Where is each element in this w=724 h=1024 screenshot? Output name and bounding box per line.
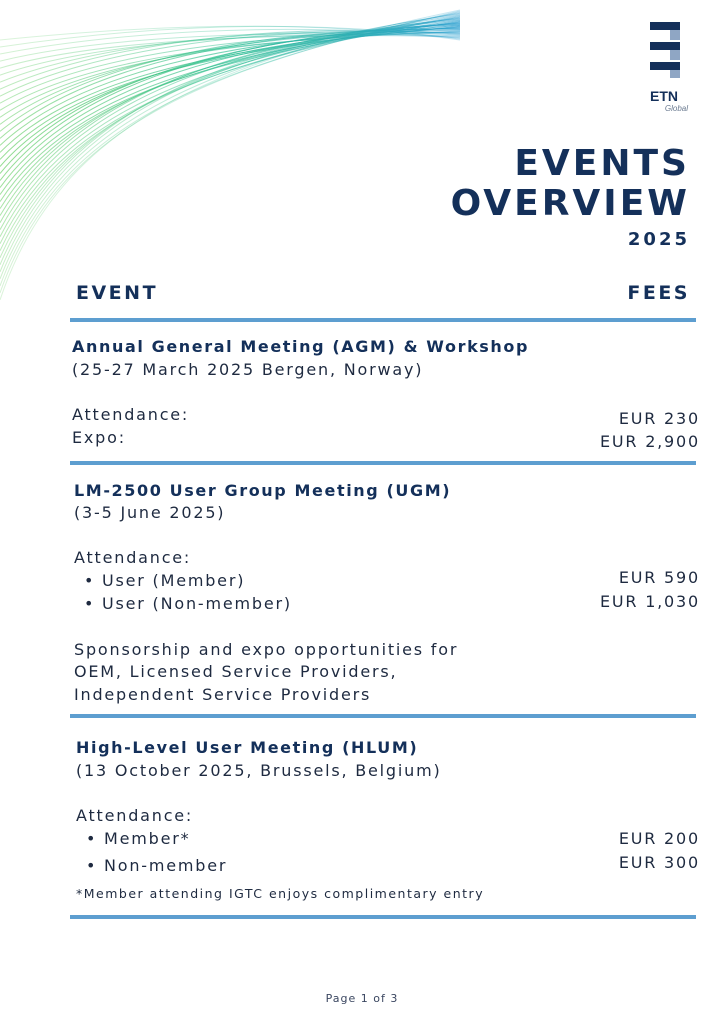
footnote: *Member attending IGTC enjoys complimentary entry xyxy=(76,886,485,901)
note-line: OEM, Licensed Service Providers, xyxy=(74,662,398,681)
row-label: Expo: xyxy=(72,428,126,447)
fee-value: EUR 1,030 xyxy=(599,592,700,611)
wave-line xyxy=(0,19,460,223)
logo-text: ETN xyxy=(650,88,678,104)
event-name: High-Level User Meeting (HLUM) xyxy=(76,738,419,757)
etn-logo xyxy=(640,20,688,116)
wave-line xyxy=(0,18,460,230)
note-line: Sponsorship and expo opportunities for xyxy=(74,640,459,659)
column-header-event: EVENT xyxy=(76,282,159,304)
title-line-2: OVERVIEW xyxy=(450,183,690,224)
fee-value: EUR 2,900 xyxy=(599,432,700,451)
page-title xyxy=(451,144,690,252)
divider xyxy=(70,318,696,322)
wave-line xyxy=(0,13,460,272)
list-item: • User (Non-member) xyxy=(84,594,292,613)
attendance-label: Attendance: xyxy=(74,548,192,567)
column-header-fees: FEES xyxy=(627,282,690,304)
list-item: • Non-member xyxy=(86,856,227,875)
wave-line xyxy=(0,20,460,216)
fee-value: EUR 230 xyxy=(618,409,700,428)
title-year: 2025 xyxy=(627,229,690,250)
note-line: Independent Service Providers xyxy=(74,685,372,704)
event-name: Annual General Meeting (AGM) & Workshop xyxy=(72,337,530,356)
wave-line xyxy=(0,14,460,265)
divider xyxy=(70,714,696,718)
list-item: • Member* xyxy=(86,829,190,848)
attendance-label: Attendance: xyxy=(76,806,194,825)
fee-value: EUR 590 xyxy=(618,568,700,587)
row-label: Attendance: xyxy=(72,405,190,424)
fee-value: EUR 200 xyxy=(618,829,700,848)
event-detail: (3-5 June 2025) xyxy=(74,503,226,522)
decorative-waves xyxy=(0,0,460,300)
divider xyxy=(70,461,696,465)
fee-value: EUR 300 xyxy=(618,853,700,872)
wave-line xyxy=(0,17,460,236)
divider xyxy=(70,915,696,919)
list-item: • User (Member) xyxy=(84,571,245,590)
event-detail: (13 October 2025, Brussels, Belgium) xyxy=(76,761,442,780)
wave-line xyxy=(0,30,460,124)
title-line-1: EVENTS xyxy=(514,143,690,184)
page-number: Page 1 of 3 xyxy=(325,992,399,1005)
wave-line xyxy=(0,29,460,131)
event-name: LM-2500 User Group Meeting (UGM) xyxy=(74,481,452,500)
logo-mark-icon xyxy=(640,20,688,86)
logo-subtext: Global xyxy=(664,104,688,113)
event-detail: (25-27 March 2025 Bergen, Norway) xyxy=(72,360,424,379)
